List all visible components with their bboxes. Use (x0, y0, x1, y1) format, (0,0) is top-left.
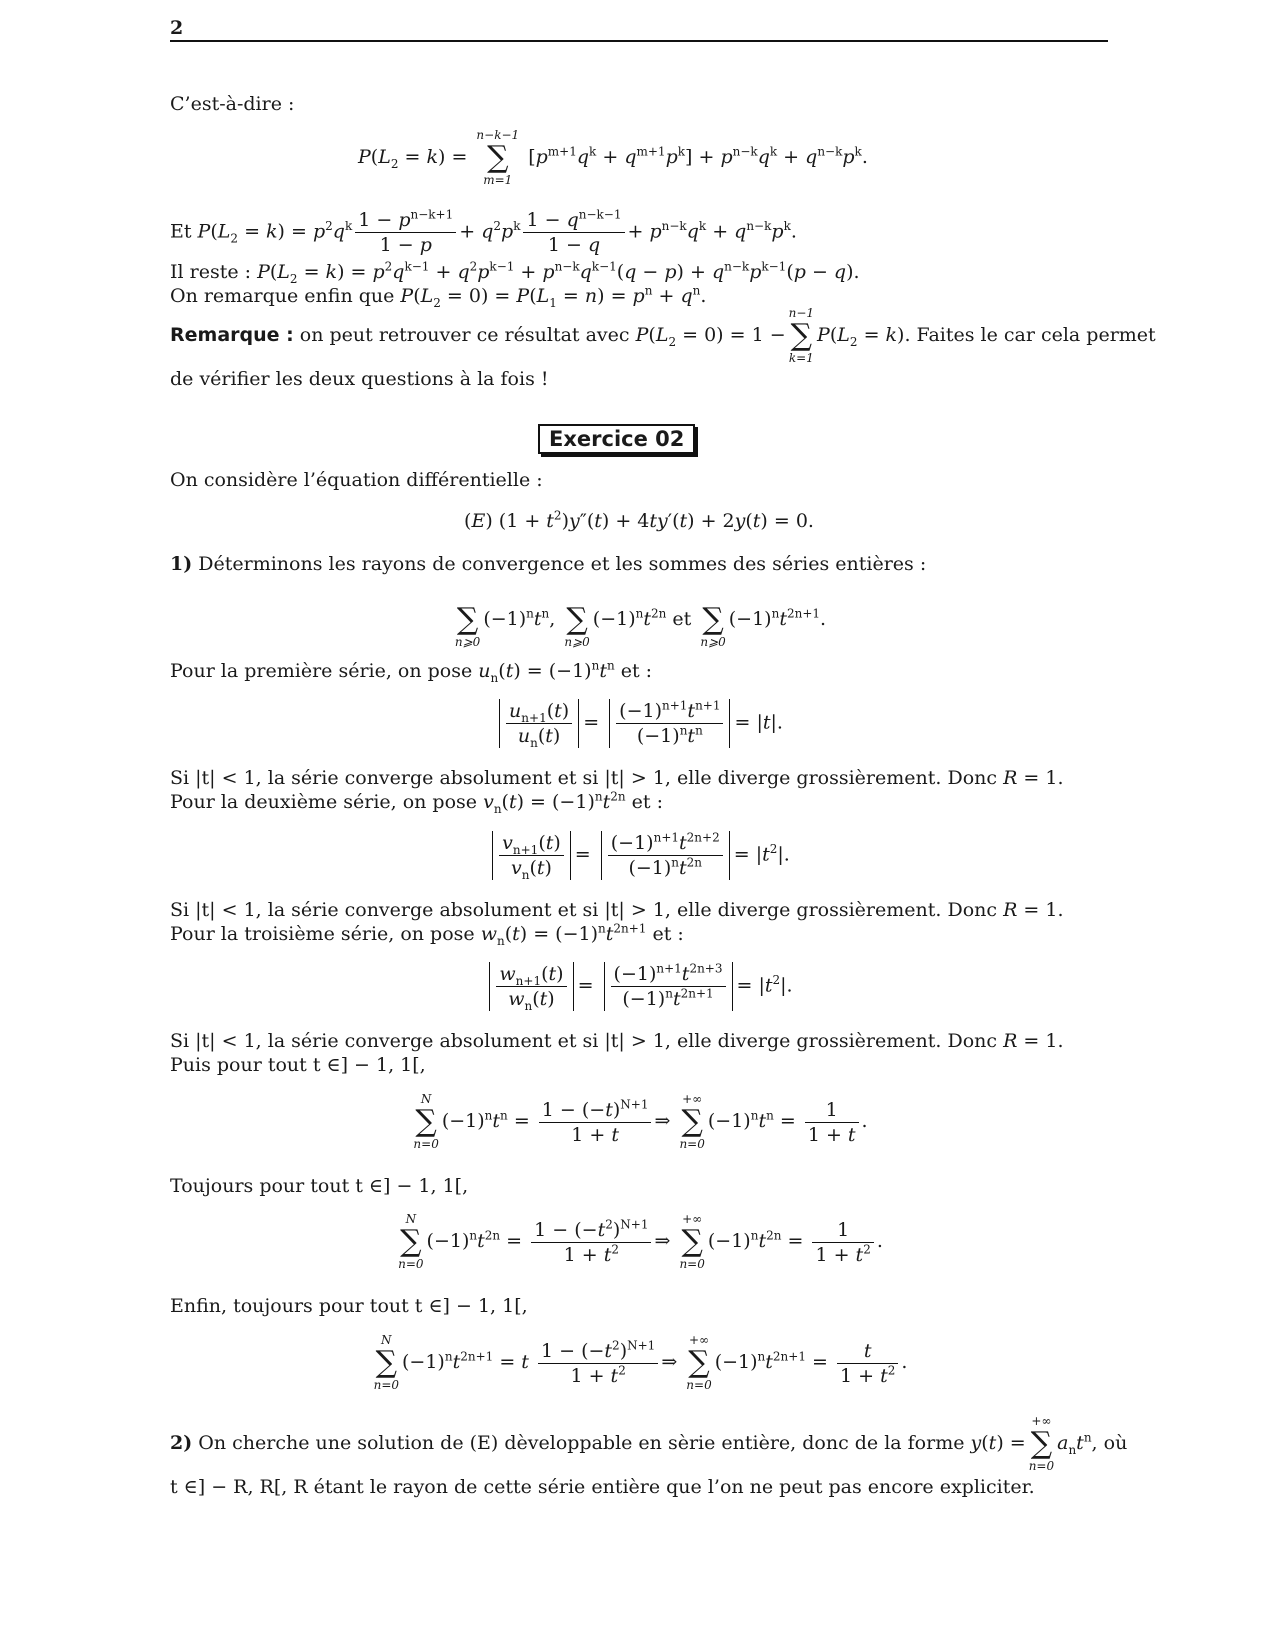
equation-E: (E) $(1 + t^2)y''(t) + 4ty'(t) + 2y(t) = 0$. (464, 508, 814, 532)
conclusion-2-text: Si |t| < 1, la série converge absolument et si |t| > 1, elle diverge grossièrement. Donc (170, 899, 1004, 921)
first-series-text: Pour la première série, on pose (170, 660, 473, 682)
exercise-title: Exercice 02 (538, 424, 695, 454)
question-2-label: 2) (170, 1432, 193, 1454)
question-1-label: 1) (170, 553, 193, 575)
consider-line: On considère l’équation différentielle : (170, 469, 543, 491)
equation-three-series: ∑ n⩾0 $(-1)^nt^n$, ∑ n⩾0 $(-1)^nt^{2n}$ et ∑ n⩾0 $(-1)^nt^{2n+1}$. (454, 602, 827, 649)
conclusion-3: Si |t| < 1, la série converge absolument et si |t| > 1, elle diverge grossièrement. Donc R = 1. (170, 1030, 1064, 1052)
second-series-text: Pour la deuxième série, on pose (170, 791, 478, 813)
question-2-end: t ∈] − R, R[, R étant le rayon de cette série entière que l’on ne peut pas encore expliciter. (170, 1476, 1035, 1498)
equation-il-reste: Il reste : $P(L_2 = k) = p^2q^{k-1} + q^2p^{k-1} + p^{n-k}q^{k-1}(q - p) + q^{n-k}p^{k-1}(p - q)$. (170, 259, 860, 286)
conclusion-1-text: Si |t| < 1, la série converge absolument et si |t| > 1, elle diverge grossièrement. Donc (170, 767, 1004, 789)
conclusion-1: Si |t| < 1, la série converge absolument et si |t| > 1, elle diverge grossièrement. Donc R = 1. (170, 767, 1064, 789)
ratio-w: $\frac{w_{n+1}(t)}{w_n(t)}$ = $\frac{(-1)^{n+1}t^{2n+3}}{(-1)^nt^{2n+1}}$ = $|t^2|$. (170, 962, 1108, 1011)
conclusion-2: Si |t| < 1, la série converge absolument et si |t| > 1, elle diverge grossièrement. Donc R = 1. (170, 899, 1064, 921)
remark-tail: . Faites le car cela permet (904, 324, 1156, 346)
ratio-u: $\frac{u_{n+1}(t)}{u_n(t)}$ = $\frac{(-1)^{n+1}t^{n+1}}{(-1)^nt^n}$ = |t|. (170, 699, 1108, 748)
first-series-line: Pour la première série, on pose $u_n(t) = (-1)^nt^n$ et : (170, 658, 653, 685)
remark-text: on peut retrouver ce résultat avec (299, 324, 630, 346)
remark-line: Remarque : on peut retrouver ce résultat avec $P(L_2 = 0) = 1$ − n−1 ∑ k=1 $P(L_2 = k)$. Faites le car cela permet (170, 306, 1156, 365)
question-2-text: On cherche une solution de (E) dèveloppable en sèrie entière, donc de la forme (198, 1432, 965, 1454)
equation-remarque-enfin: On remarque enfin que $P(L_2 = 0) = P(L_1 = n) = p^n + q^n$. (170, 283, 707, 310)
ratio-v: $\frac{v_{n+1}(t)}{v_n(t)}$ = $\frac{(-1)^{n+1}t^{2n+2}}{(-1)^nt^{2n}}$ = $|t^2|$. (170, 831, 1108, 880)
conclusion-3-text: Si |t| < 1, la série converge absolument et si |t| > 1, elle diverge grossièrement. Donc (170, 1030, 1004, 1052)
sum-first: N ∑ n=0 $(-1)^nt^n$ = $\frac{1 - (-t)^{N+1}}{1 + t}$ ⇒ +∞ ∑ n=0 $(-1)^nt^n$ = $\frac{1}{1 + t}$ . (413, 1092, 868, 1151)
sum-second: N ∑ n=0 $(-1)^nt^{2n}$ = $\frac{1 - (-t^2)^{N+1}}{1 + t^2}$ ⇒ +∞ ∑ n=0 $(-1)^nt^{2n}$ = $\frac{1}{1 + t^2}$ . (398, 1212, 883, 1271)
cest-a-dire: C’est-à-dire : (170, 93, 295, 115)
question-1 (170, 552, 926, 577)
equation-PL2-sum: $P(L_2 = k)$ = n−k−1 ∑ m=1 $[p^{m+1}q^k + q^{m+1}p^k] + p^{n-k}q^k + q^{n-k}p^k$. (358, 128, 868, 187)
remark-label: Remarque : (170, 324, 294, 346)
page (170, 0, 1156, 1650)
puis-line: Puis pour tout t ∈] − 1, 1[, (170, 1054, 426, 1076)
toujours-line: Toujours pour tout t ∈] − 1, 1[, (170, 1175, 469, 1197)
third-series-line: Pour la troisième série, on pose $w_n(t) = (-1)^nt^{2n+1}$ et : (170, 921, 684, 948)
third-series-text: Pour la troisième série, on pose (170, 923, 475, 945)
remark-line2: de vérifier les deux questions à la fois ! (170, 368, 549, 390)
question-1-text: Déterminons les rayons de convergence et les sommes des séries entières : (198, 553, 927, 575)
enfin-line: Enfin, toujours pour tout t ∈] − 1, 1[, (170, 1295, 528, 1317)
equation-PL2-geometric: Et $P(L_2 = k) = p^2q^k$ $\frac{1 - p^{n-k+1}}{1 - p}$ + $q^2p^k$ $\frac{1 - q^{n-k-1}}{1 - q}$ + $p^{n-k}q^k + q^{n-k}p^k$. (170, 207, 797, 256)
page-number: 2 (170, 17, 184, 39)
second-series-line: Pour la deuxième série, on pose $v_n(t) = (-1)^nt^{2n}$ et : (170, 789, 663, 816)
header-rule (170, 40, 1108, 42)
sum-third: N ∑ n=0 $(-1)^nt^{2n+1} = t$ $\frac{1 - (-t^2)^{N+1}}{1 + t^2}$ ⇒ +∞ ∑ n=0 $(-1)^nt^{2n+1}$ = $\frac{t}{1 + t^2}$ . (373, 1333, 908, 1392)
question-2: 2) On cherche une solution de (E) dèveloppable en sèrie entière, donc de la forme y(t) = +∞ ∑ n=0 $a_nt^n$, où (170, 1414, 1128, 1473)
